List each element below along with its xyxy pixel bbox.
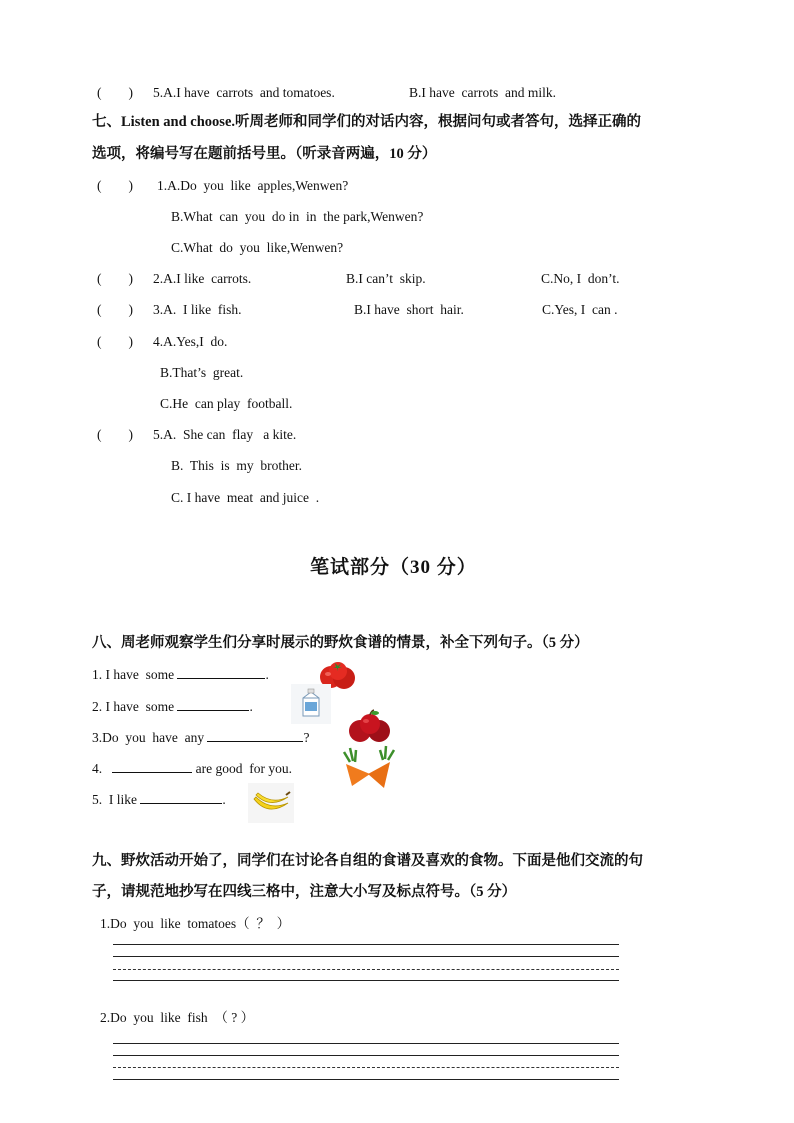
grid-line — [113, 969, 619, 970]
s8-item-4-blank[interactable] — [112, 759, 192, 773]
s8-item-1-post: . — [265, 667, 269, 682]
s9-q2-four-line-grid[interactable] — [113, 1043, 619, 1083]
s8-item-5-post: . — [222, 792, 226, 807]
prev-q5-paren: ( ) — [97, 85, 133, 100]
s8-item-4-pre: 4. — [92, 761, 113, 776]
s7-q3-option-c: C.Yes, I can . — [542, 302, 618, 317]
s8-item-1-blank[interactable] — [177, 665, 265, 679]
s7-q4-option-b: B.That’s great. — [160, 365, 244, 380]
s7-q4-paren: ( ) — [97, 334, 133, 349]
s7-q3-paren: ( ) — [97, 302, 133, 317]
s8-item-5-blank[interactable] — [140, 790, 222, 804]
prev-q5-option-a: 5.A.I have carrots and tomatoes. — [153, 85, 335, 100]
s7-q5-paren: ( ) — [97, 427, 133, 442]
section7-heading-line1: 七、Listen and choose.听周老师和同学们的对话内容，根据问句或者答句，选择正确的 — [92, 114, 642, 130]
s7-q3-option-a: 3.A. I like fish. — [153, 302, 242, 317]
grid-line — [113, 980, 619, 981]
s8-item-2-blank[interactable] — [177, 697, 249, 711]
s8-item-5 — [92, 790, 226, 809]
prev-q5-option-b: B.I have carrots and milk. — [409, 85, 556, 100]
section7-heading-line2: 选项，将编号写在题前括号里。（听录音两遍，10 分） — [92, 146, 437, 162]
s9-q1-sentence: 1.Do you like tomatoes（ ？ ） — [100, 916, 291, 931]
s8-item-4 — [92, 759, 292, 778]
s7-q1-option-b: B.What can you do in in the park,Wenwen? — [171, 209, 424, 224]
grid-line — [113, 956, 619, 957]
s7-q5-option-b: B. This is my brother. — [171, 458, 303, 473]
s7-q5-option-a: 5.A. She can flay a kite. — [153, 427, 297, 442]
section9-heading-line1: 九、野炊活动开始了，同学们在讨论各自组的食谱及喜欢的食物。下面是他们交流的句 — [92, 853, 643, 869]
s7-q2-option-b: B.I can’t skip. — [346, 271, 426, 286]
s8-item-1 — [92, 665, 269, 684]
s8-item-1-pre: 1. I have some — [92, 667, 178, 682]
s7-q1-paren: ( ) — [97, 178, 133, 193]
s8-item-3-pre: 3.Do you have any — [92, 730, 208, 745]
s7-q2-option-a: 2.A.I like carrots. — [153, 271, 252, 286]
grid-line — [113, 1079, 619, 1080]
s7-q3-option-b: B.I have short hair. — [354, 302, 464, 317]
s8-item-3-blank[interactable] — [207, 728, 303, 742]
s8-item-5-pre: 5. I like — [92, 792, 141, 807]
grid-line — [113, 1043, 619, 1044]
s7-q2-option-c: C.No, I don’t. — [541, 271, 620, 286]
s7-q2-paren: ( ) — [97, 271, 133, 286]
s7-q4-option-a: 4.A.Yes,I do. — [153, 334, 228, 349]
s8-item-3-post: ? — [303, 730, 310, 745]
s7-q1-option-c: C.What do you like,Wenwen? — [171, 240, 344, 255]
s9-q1-four-line-grid[interactable] — [113, 944, 619, 984]
s8-item-4-post: are good for you. — [192, 761, 292, 776]
written-section-title: 笔试部分（30 分） — [310, 557, 477, 578]
grid-line — [113, 1055, 619, 1056]
s9-q2-sentence: 2.Do you like fish （ ? ） — [100, 1010, 255, 1025]
grid-line — [113, 1067, 619, 1068]
s8-item-2-post: . — [249, 699, 253, 714]
milk-icon — [291, 684, 331, 724]
s8-item-2-pre: 2. I have some — [92, 699, 178, 714]
section9-heading-line2: 子，请规范地抄写在四线三格中，注意大小写及标点符号。（5 分） — [92, 884, 517, 900]
s7-q5-option-c: C. I have meat and juice . — [171, 490, 320, 505]
s8-item-2 — [92, 697, 253, 716]
s7-q1-option-a: 1.A.Do you like apples,Wenwen? — [157, 178, 349, 193]
s8-item-3 — [92, 728, 309, 747]
s7-q4-option-c: C.He can play football. — [160, 396, 293, 411]
section8-heading: 八、周老师观察学生们分享时展示的野炊食谱的情景，补全下列句子。（5 分） — [92, 635, 589, 651]
grid-line — [113, 944, 619, 945]
bananas-icon — [248, 783, 294, 823]
carrots-icon — [340, 744, 398, 790]
apples-icon — [346, 709, 394, 745]
